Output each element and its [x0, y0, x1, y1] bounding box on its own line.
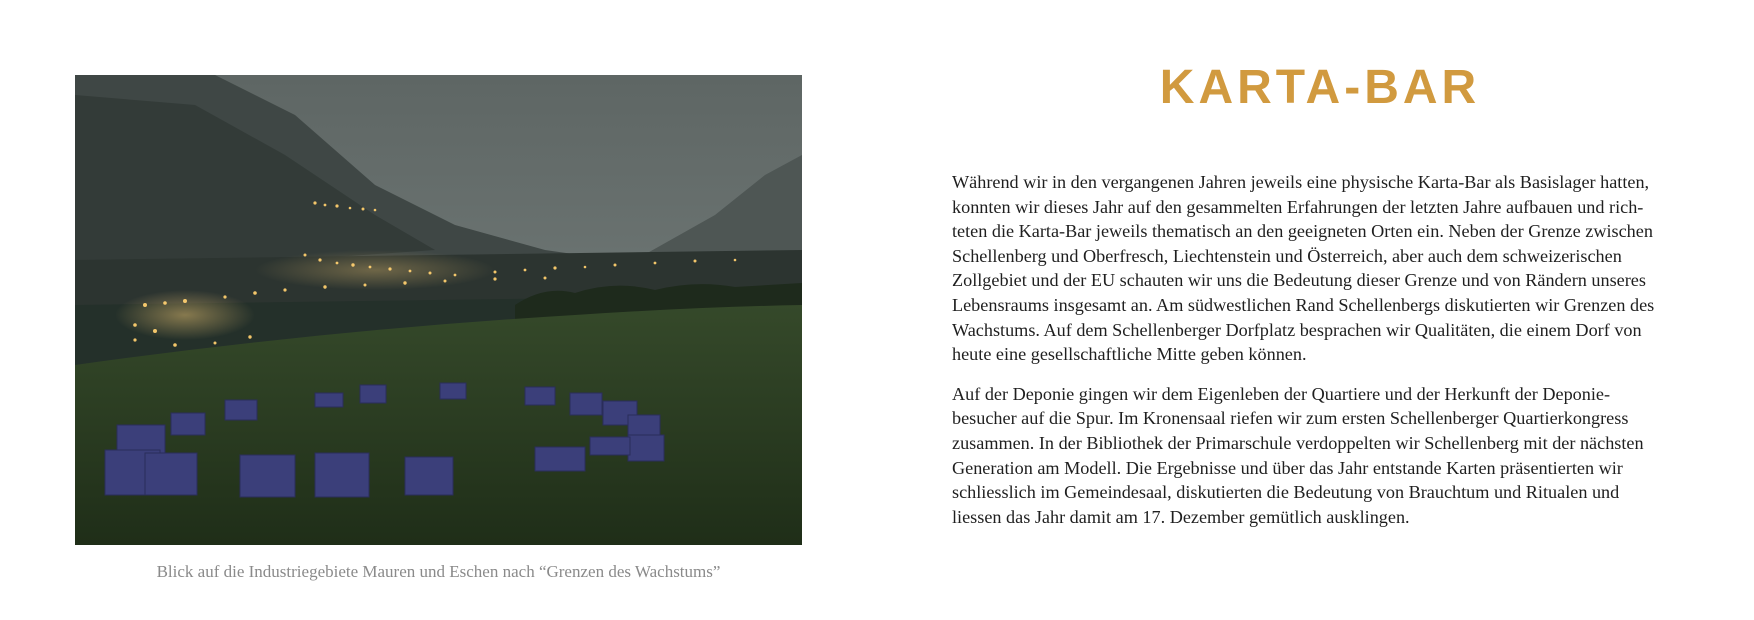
text-line: Auf der Deponie gingen wir dem Eigenleben der Quartiere und der Herkunft der Deponie- — [952, 383, 1611, 404]
text-line: teten die Karta-Bar jeweils thematisch an den geeigneten Orten ein. Neben der Grenze zwischen — [952, 221, 1653, 242]
text-line: Lebensraums insgesamt an. Am südwestlichen Rand Schellenbergs diskutierten wir Grenzen des — [952, 294, 1655, 315]
text-line: Generation am Modell. Die Ergebnisse und über das Jahr entstande Karten präsentierten wir — [952, 457, 1623, 478]
text-line: Während wir in den vergangenen Jahren jeweils eine physische Karta-Bar als Basislager hatten, — [952, 172, 1650, 192]
paragraph-1 — [952, 170, 1692, 367]
text-line: besucher auf die Spur. Im Kronensaal riefen wir zum ersten Schellenberger Quartierkongress — [952, 408, 1629, 429]
text-line: schliesslich im Gemeindesaal, diskutierten die Bedeutung von Brauchtum und Ritualen und — [952, 482, 1620, 503]
paragraph-2 — [952, 382, 1692, 530]
text-line: konnten wir dieses Jahr auf den gesammelten Erfahrungen der letzten Jahre aufbauen und rich- — [952, 196, 1644, 217]
valley-night-image — [75, 75, 802, 545]
text-line: Zollgebiet und der EU schauten wir uns die Bedeutung dieser Grenze und von Rändern unseres — [952, 270, 1646, 291]
photo-caption: Blick auf die Industriegebiete Mauren und Eschen nach “Grenzen des Wachstums” — [156, 562, 721, 581]
article-body — [952, 170, 1692, 544]
text-line: Wachstums. Auf dem Schellenberger Dorfplatz besprachen wir Qualitäten, die einem Dorf von — [952, 319, 1642, 340]
text-line: liessen das Jahr damit am 17. Dezember gemütlich ausklingen. — [952, 506, 1410, 527]
page-title: KARTA-BAR — [1159, 61, 1481, 114]
text-line: Schellenberg und Oberfresch, Liechtenstein und Österreich, aber auch dem schweizerischen — [952, 245, 1622, 266]
text-line: heute eine gesellschaftliche Mitte geben können. — [952, 344, 1307, 365]
landscape-photo — [75, 75, 802, 545]
text-line: zusammen. In der Bibliothek der Primarschule verdoppelten wir Schellenberg mit der nächsten — [952, 432, 1644, 453]
